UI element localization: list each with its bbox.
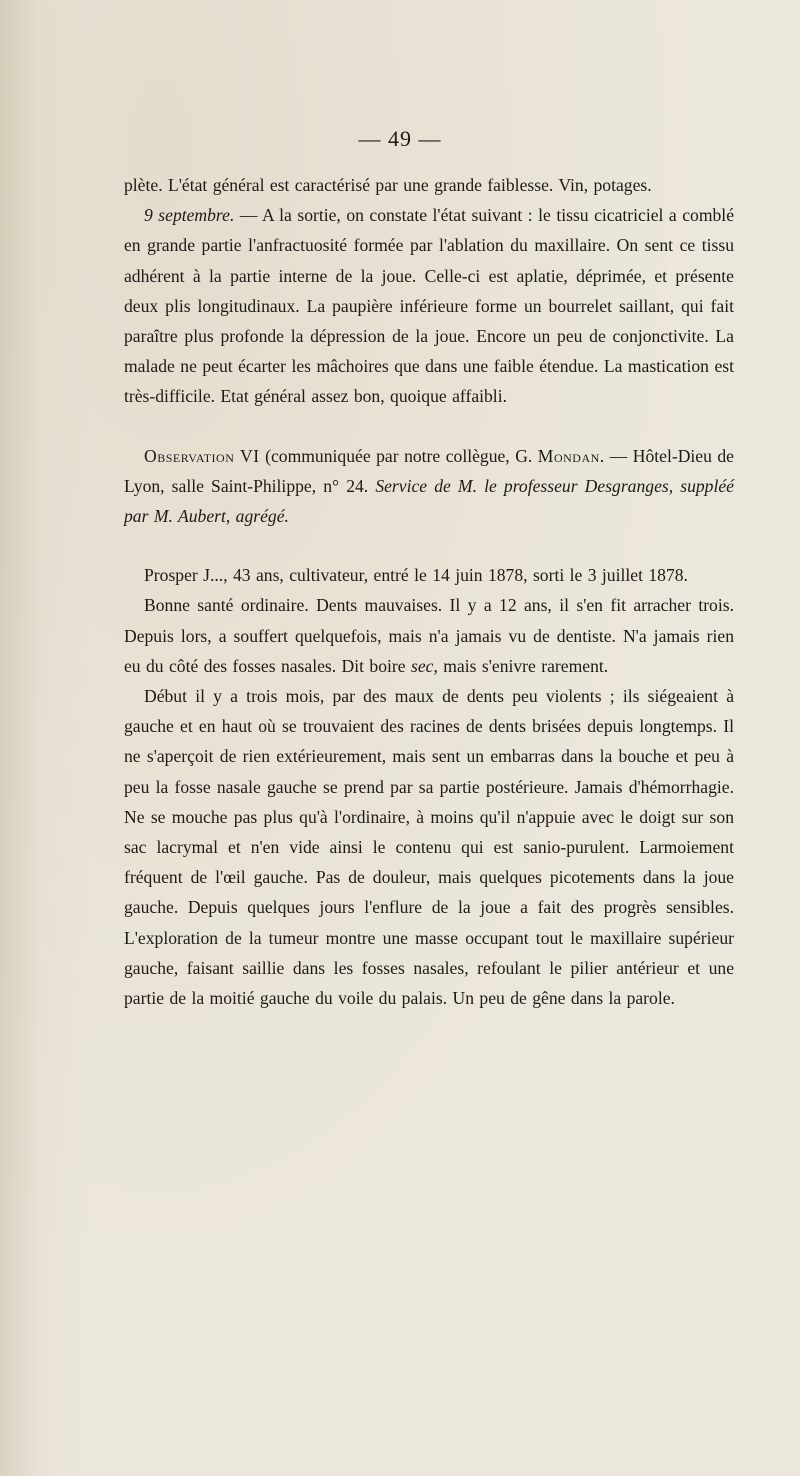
observation-name: Mondan	[537, 445, 600, 466]
paragraph-onset-text: Début il y a trois mois, par des maux de dents peu violents ; ils siégeaient à gauche et en haut où se trouvaient des racines de dents brisées depuis longtemps. Il ne s'aperçoit de rien extérieurement, mais sent un embarras dans la bouche et peu à peu la fosse nasale gauche se prend par sa partie postérieure. Jamais d'hémorrhagie. Ne se mouche pas plus qu'à l'ordinaire, à moins qu'il n'appuie avec le doigt sur son sac lacrymal et n'en vide ainsi le contenu qui est sanio-purulent. Larmoiement fréquent de l'œil gauche. Pas de douleur, mais quelques picotements dans la joue gauche. Depuis quelques jours l'enflure de la joue a fait des progrès sensibles. L'exploration de la tumeur montre une masse occupant tout le maxillaire supérieur gauche, faisant saillie dans les fosses nasales, refoulant le pilier antérieur et une partie de la moitié gauche du voile du palais. Un peu de gêne dans la parole.	[124, 686, 734, 1009]
paragraph-september-text: — A la sortie, on constate l'état suivant : le tissu cicatriciel a comblé en grande partie l'anfractuosité formée par l'ablation du maxillaire. On sent ce tissu adhérent à la partie interne de la joue. Celle-ci est aplatie, déprimée, et présente deux plis longitudinaux. La paupière inférieure forme un bourrelet saillant, qui fait paraître plus profonde la dépression de la joue. Encore un peu de conjonctivite. La malade ne peut écarter les mâchoires que dans une faible étendue. La mastication est très-difficile. Etat général assez bon, quoique affaibli.	[124, 205, 735, 407]
paragraph-continuation-text: plète. L'état général est caractérisé par une grande faiblesse. Vin, potages.	[124, 175, 652, 195]
date-label: 9 septembre.	[144, 205, 235, 226]
paragraph-continuation	[124, 170, 734, 200]
observation-title: Observation VI	[144, 445, 260, 466]
body-text	[124, 170, 734, 1013]
paragraph-history-emphasis: sec	[410, 655, 434, 676]
paragraph-onset	[124, 681, 734, 1013]
observation-text-1: (communiquée par notre collègue, G.	[259, 445, 538, 466]
paragraph-patient	[124, 560, 734, 590]
paragraph-september	[124, 200, 734, 411]
observation-heading	[124, 441, 734, 532]
paragraph-history	[124, 590, 734, 681]
paragraph-patient-text: Prosper J..., 43 ans, cultivateur, entré le 14 juin 1878, sorti le 3 juillet 1878.	[144, 565, 688, 586]
paragraph-history-text-a: Bonne santé ordinaire. Dents mauvaises. Il y a 12 ans, il s'en fit arracher trois. Depuis lors, a souffert quelquefois, mais n'a jamais vu de dentiste. N'a jamais rien eu du côté des fosses nasales. Dit boire	[124, 595, 734, 676]
page-number: — 49 —	[358, 126, 442, 151]
observation-service: Service de M. le professeur Desgranges, suppléé par M. Aubert, agrégé.	[124, 475, 734, 527]
observation-text-2: . — Hôtel-Dieu de Lyon, salle Saint-Philippe, n° 24.	[124, 445, 734, 496]
paragraph-history-text-b: , mais s'enivre rarement.	[433, 655, 609, 676]
